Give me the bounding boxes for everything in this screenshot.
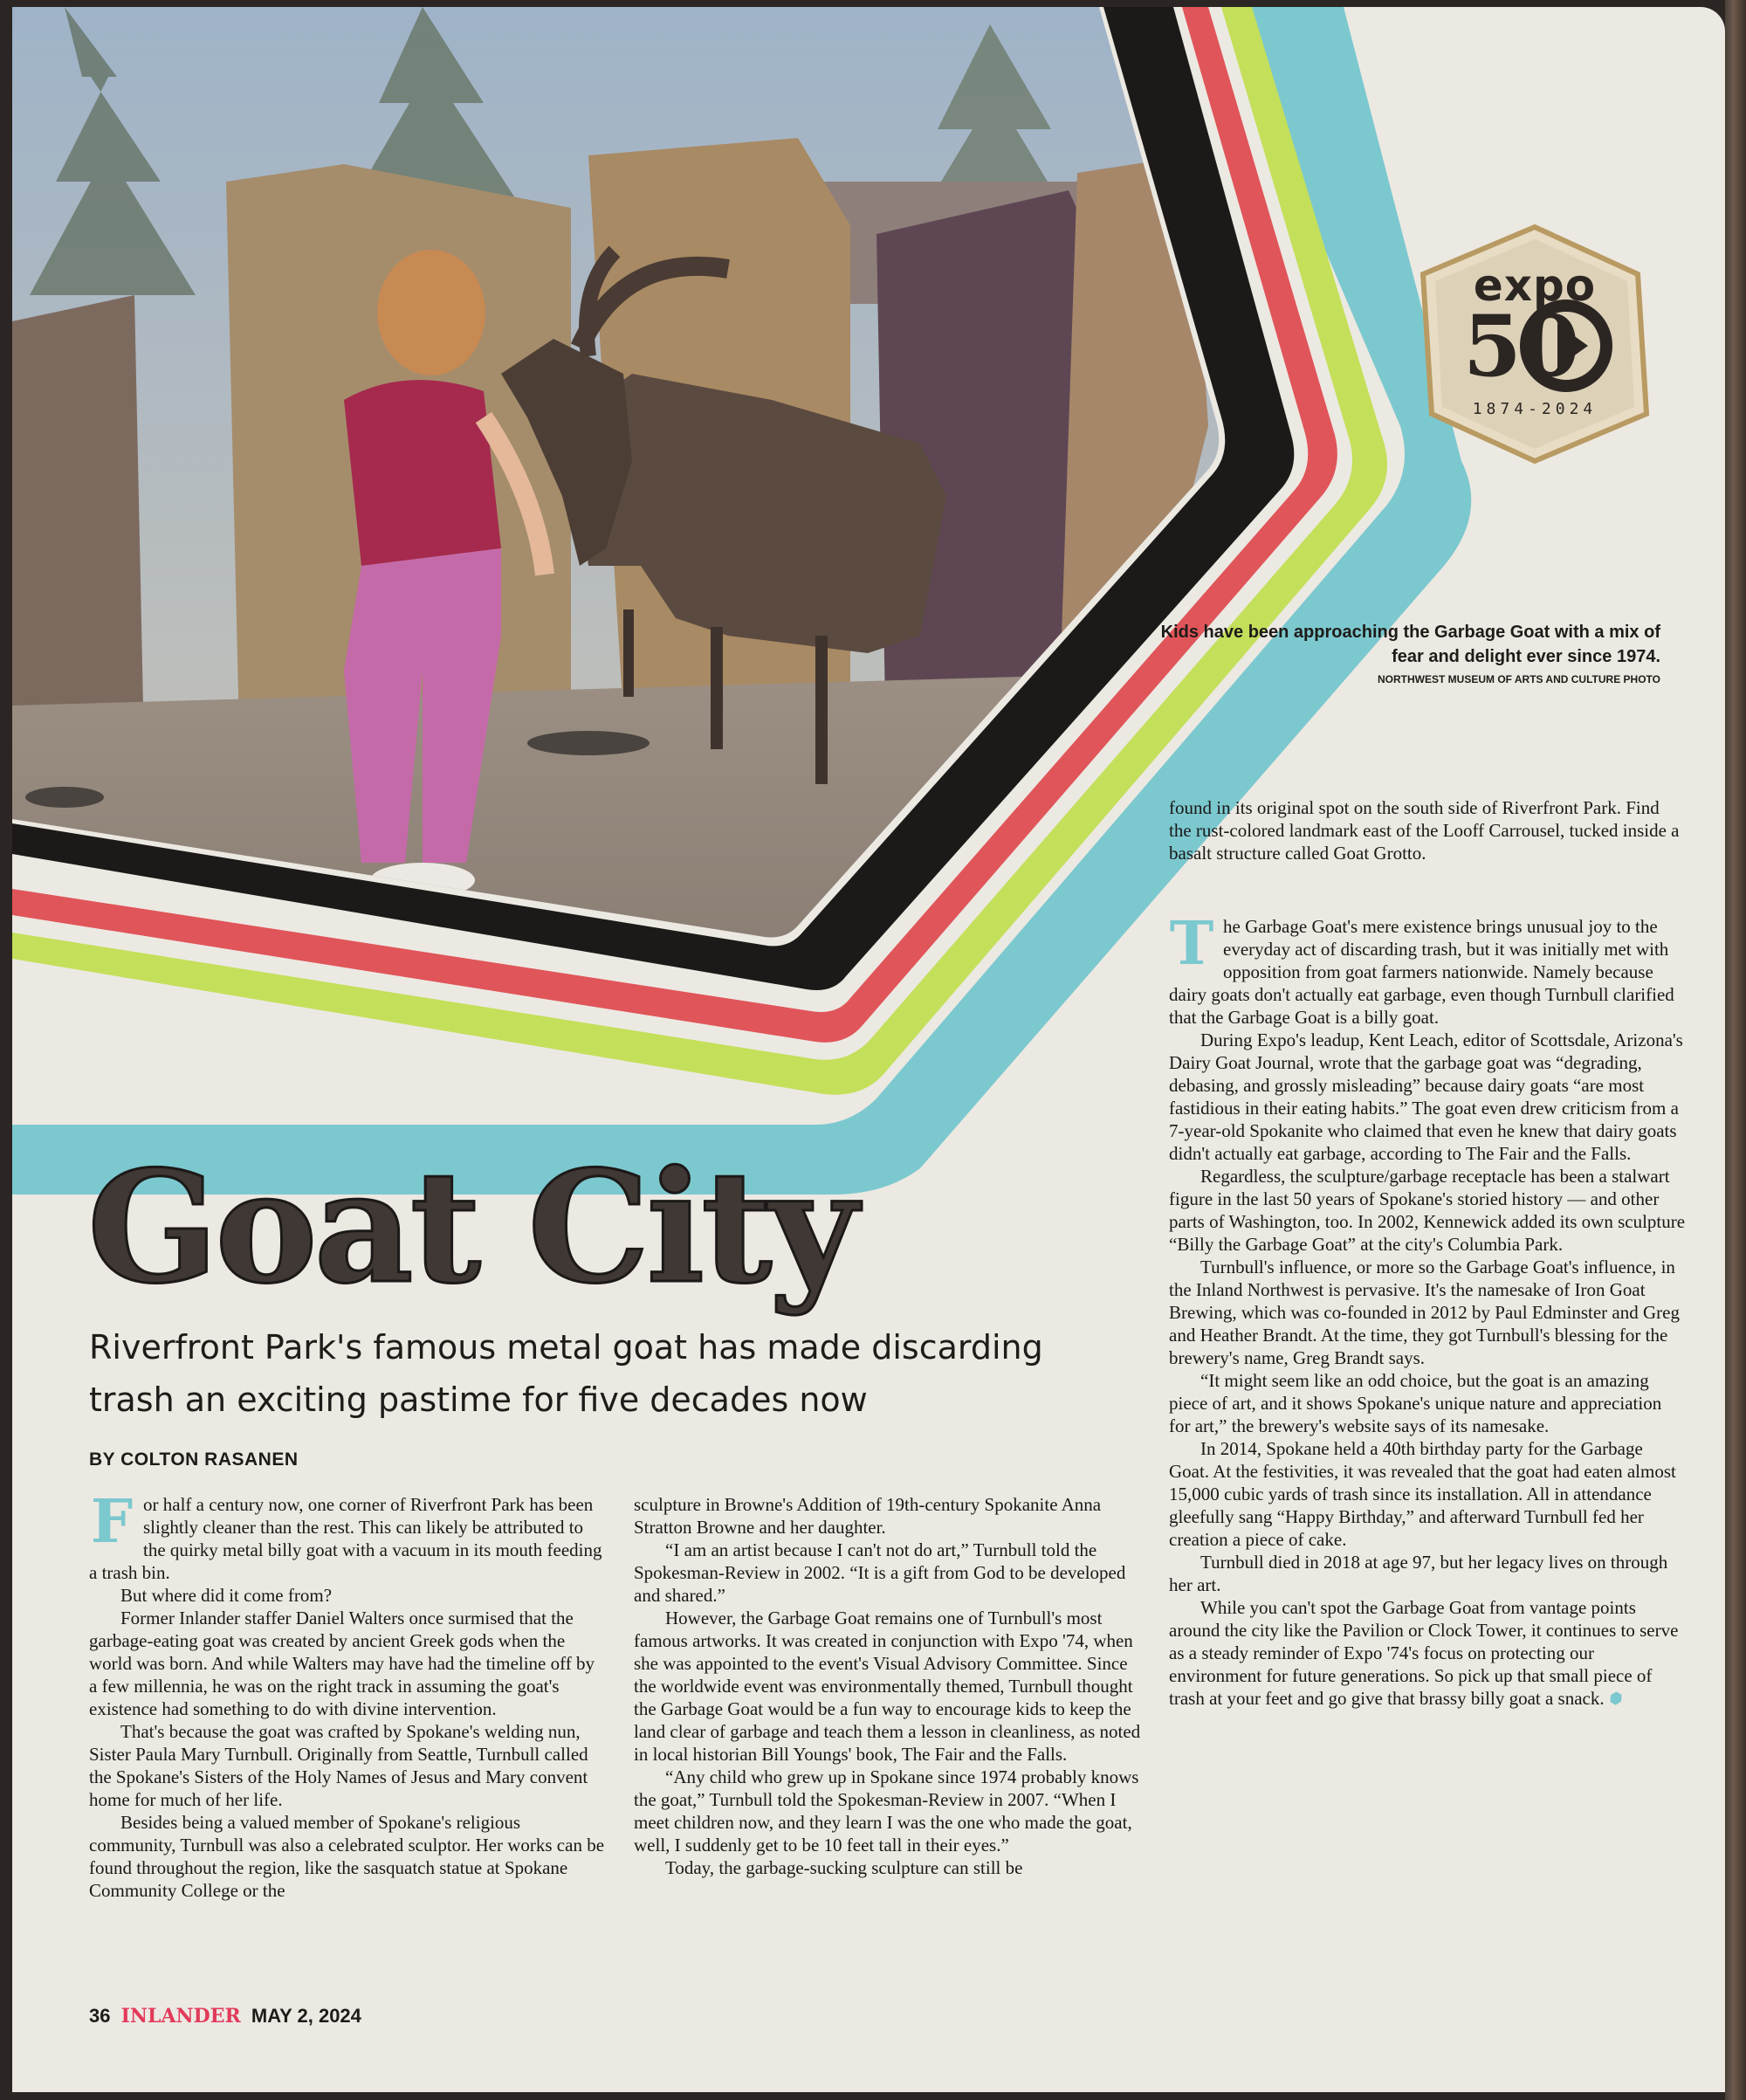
paragraph: “It might seem like an odd choice, but the goat is an amazing piece of art, and it shows Spokane's unique nature and appreciation for art,” the brewery's website says of its namesake. — [1169, 1370, 1662, 1436]
page-edge — [1725, 0, 1746, 2100]
paragraph: However, the Garbage Goat remains one of Turnbull's most famous artworks. It was created in conjunction with Expo '74, when she was appointed to the event's Visual Advisory Committee. Since the worldwide event was environmentally themed, Turnbull thought the Garbage Goat would be a fun way to encourage kids to keep the land clear of garbage and teach them a lesson in cleanliness, as noted in local historian Bill Youngs' book, The Fair and the Falls. — [634, 1608, 1141, 1765]
body-column-1 — [89, 1487, 605, 1902]
paragraph: Turnbull died in 2018 at age 97, but her legacy lives on through her art. — [1169, 1552, 1668, 1595]
paragraph: “Any child who grew up in Spokane since 1974 probably knows the goat,” Turnbull told the Spokesman-Review in 2007. “When I meet children now, and they learn I was the one who made the goat, well, I suddenly get to be 10 feet tall in their eyes.” — [634, 1766, 1139, 1856]
paragraph: found in its original spot on the south side of Riverfront Park. Find the rust-colored landmark east of the Looff Carrousel, tucked inside a basalt structure called Goat Grotto. — [1169, 797, 1680, 864]
drain-grate — [527, 731, 650, 755]
photo-caption — [1156, 620, 1660, 688]
badge-expo-word: expo — [1473, 260, 1597, 311]
paragraph: Regardless, the sculpture/garbage receptacle has been a stalwart figure in the last 50 years of Spokane's storied history — and other parts of Washington, too. In 2002, Kennewick added its own sculpture “Billy the Garbage Goat” at the city's Columbia Park. — [1169, 1166, 1686, 1255]
paragraph — [89, 1487, 604, 1584]
drop-cap: T — [1169, 909, 1214, 979]
paragraph — [1169, 1596, 1686, 1710]
paragraph: sculpture in Browne's Addition of 19th-century Spokanite Anna Stratton Browne and her daughter. — [634, 1494, 1102, 1538]
paragraph: Today, the garbage-sucking sculpture can still be — [665, 1857, 1023, 1878]
folio — [89, 2005, 361, 2028]
photo-clipped — [12, 7, 1234, 979]
page-number: 36 — [89, 2005, 111, 2027]
paragraph: But where did it come from? — [120, 1585, 333, 1606]
body-column-3-top — [1169, 796, 1686, 864]
paragraph: During Expo's leadup, Kent Leach, editor of Scottsdale, Arizona's Dairy Goat Journal, wrote that the garbage goat was “degrading, debasing, and grossly misleading” because dairy goats “are most fastidious in their eating habits.” The goat even drew criticism from a 7-year-old Spokanite who claimed that even he knew that dairy goats didn't actually eat garbage, according to The Fair and the Falls. — [1169, 1029, 1683, 1164]
paragraph: “I am an artist because I can't not do art,” Turnbull told the Spokesman-Review in 2002. “It is a gift from God to be developed and shared.” — [634, 1539, 1126, 1606]
dek: Riverfront Park's famous metal goat has made discarding trash an exciting pastime for five decades now — [89, 1328, 1043, 1419]
magazine-page — [12, 7, 1725, 2092]
basalt-left — [12, 295, 143, 723]
drain-grate-left — [25, 787, 104, 808]
caption-text: Kids have been approaching the Garbage Goat with a mix of fear and delight ever since 1974. — [1160, 623, 1660, 666]
body-column-2 — [634, 1493, 1149, 1879]
paragraph: Turnbull's influence, or more so the Garbage Goat's influence, in the Inland Northwest is pervasive. It's the namesake of Iron Goat Brewing, which was co-founded in 2012 by Paul Edminster and Greg and Heather Brandt. At the time, they got Turnbull's blessing for the brewery's name, Greg Brandt says. — [1169, 1257, 1680, 1368]
paragraph: That's because the goat was crafted by Spokane's welding nun, Sister Paula Mary Turnbull. Originally from Seattle, Turnbull called the Spokane's Sisters of the Holy Names of Jesus and Mary convent home for much of her life. — [89, 1721, 588, 1810]
drop-cap: F — [90, 1487, 134, 1557]
paragraph-text: or half a century now, one corner of Riverfront Park has been slightly cleaner than the rest. This can likely be attributed to the quirky metal billy goat with a vacuum in its mouth feeding a trash bin. — [89, 1494, 602, 1583]
end-mark-icon — [1607, 1690, 1624, 1706]
expo-50-badge — [1418, 224, 1652, 465]
paragraph: Besides being a valued member of Spokane's religious community, Turnbull was also a celebrated sculptor. Her works can be found throughout the region, like the sasquatch statue at Spokane Community College or the — [89, 1812, 605, 1901]
caption-credit: NORTHWEST MUSEUM OF ARTS AND CULTURE PHOTO — [1378, 673, 1660, 685]
badge-number: 50 — [1463, 297, 1580, 396]
paragraph-text: he Garbage Goat's mere existence brings unusual joy to the everyday act of discarding trash, but it was initially met with opposition from goat farmers nationwide. Namely because dairy goats don't actually eat garbage, even though Turnbull clarified that the Garbage Goat is a billy goat. — [1169, 916, 1674, 1028]
publication-name: INLANDER — [120, 2005, 241, 2028]
body-column-3 — [1169, 909, 1686, 1710]
paragraph: Former Inlander staffer Daniel Walters once surmised that the garbage-eating goat was created by ancient Greek gods when the world was born. And while Walters may have had the timeline off by a few millennia, he was on the right track in assuming the goat's existence had something to do with divine intervention. — [89, 1608, 595, 1719]
paragraph-text: While you can't spot the Garbage Goat from vantage points around the city like the Pavilion or Clock Tower, it continues to serve as a steady reminder of Expo '74's focus on protecting our environment for future generations. So pick up that small piece of trash at your feet and go give that brassy billy goat a snack. — [1169, 1597, 1679, 1709]
paragraph: In 2014, Spokane held a 40th birthday party for the Garbage Goat. At the festivities, it was revealed that the goat had eaten almost 15,000 cubic yards of trash since its installation. All in attendance gleefully sang “Happy Birthday,” and afterward Turnbull fed her creation a piece of cake. — [1169, 1438, 1676, 1550]
badge-years: 1874-2024 — [1472, 400, 1598, 418]
issue-date: MAY 2, 2024 — [251, 2005, 361, 2027]
headline: Goat City — [87, 1137, 855, 1318]
byline: BY COLTON RASANEN — [89, 1449, 299, 1470]
paragraph — [1169, 909, 1686, 1029]
